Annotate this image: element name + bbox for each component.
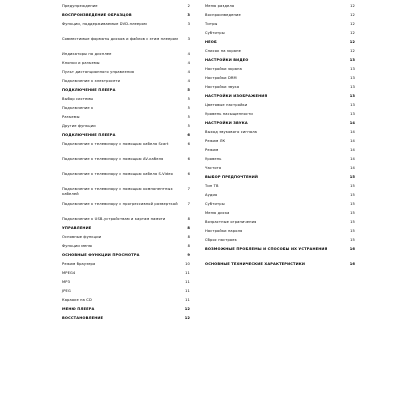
toc-entry-page-number: 9	[187, 253, 190, 257]
toc-entry	[205, 31, 355, 40]
toc-entry-page-number: 6	[187, 157, 190, 161]
toc-entry	[205, 130, 355, 139]
toc-entry-page-number: 12	[350, 22, 355, 26]
toc-entry	[62, 88, 190, 97]
toc-entry-page-number: 5	[187, 124, 190, 128]
toc-entry	[205, 40, 355, 49]
toc-entry-title: Кнопки и разъемы	[62, 61, 100, 65]
toc-entry	[205, 67, 355, 76]
toc-entry	[62, 61, 190, 70]
toc-entry-title: Пульт дистанционного управления	[62, 70, 135, 74]
toc-entry-title: НАСТРОЙКИ ЗВУКА	[205, 121, 248, 125]
toc-entry	[205, 4, 355, 13]
toc-entry-page-number: 14	[349, 121, 355, 125]
toc-entry	[205, 22, 355, 31]
toc-entry	[62, 22, 190, 37]
toc-entry	[205, 184, 355, 193]
toc-entry	[205, 262, 355, 277]
toc-entry	[205, 211, 355, 220]
toc-entry-page-number: 11	[185, 271, 190, 275]
toc-entry-page-number: 5	[187, 97, 190, 101]
toc-entry-title: Настройки экрана	[205, 67, 243, 71]
toc-entry	[62, 97, 190, 106]
toc-entry-title: ВОЗМОЖНЫЕ ПРОБЛЕМЫ И СПОСОБЫ ИХ УСТРАНЕНИЯ	[205, 247, 328, 251]
toc-entry	[205, 49, 355, 58]
toc-entry-title: MPEG4	[62, 271, 76, 275]
toc-entry-page-number: 15	[350, 229, 355, 233]
toc-entry-page-number: 8	[187, 244, 190, 248]
toc-entry-title: Другие функции	[62, 124, 96, 128]
toc-entry-title: ВОСПРОИЗВЕДЕНИЕ ОБРАЗЦОВ	[62, 13, 132, 17]
toc-entry-title: Подключение к электросети	[62, 79, 121, 83]
toc-entry	[205, 229, 355, 238]
toc-entry-page-number: 3	[187, 22, 190, 26]
toc-entry-page-number: 5	[187, 106, 190, 110]
toc-entry-page-number: 13	[349, 94, 355, 98]
toc-entry-title: Субтитры	[205, 202, 225, 206]
toc-entry	[62, 289, 190, 298]
toc-entry-page-number: 5	[187, 88, 190, 92]
toc-entry-title: Предупреждение	[62, 4, 98, 8]
toc-entry-title: MP3	[62, 280, 71, 284]
toc-entry-title: Основные функции	[62, 235, 102, 239]
toc-entry	[205, 238, 355, 247]
toc-entry-title: Подключение к телевизору с помощью кабеля S-Video	[62, 172, 173, 176]
toc-entry-page-number: 13	[350, 85, 355, 89]
toc-entry	[62, 124, 190, 133]
toc-entry	[62, 298, 190, 307]
toc-entry-title: Уровень	[205, 157, 222, 161]
toc-entry	[62, 133, 190, 142]
toc-entry-page-number: 13	[350, 76, 355, 80]
toc-entry-title: УПРАВЛЕНИЕ	[62, 226, 92, 230]
toc-entry-title: Настройки звука	[205, 85, 240, 89]
toc-entry-title: Список на экране	[205, 49, 241, 53]
toc-entry-title: Меню раздела	[205, 4, 235, 8]
toc-entry	[62, 70, 190, 79]
toc-entry	[62, 4, 190, 13]
toc-entry	[62, 271, 190, 280]
toc-entry-title: Совместимые форматы дисков и файлов с этим плеером	[62, 37, 178, 41]
toc-entry	[205, 112, 355, 121]
toc-entry	[205, 85, 355, 94]
toc-entry-title: Воспроизведение	[205, 13, 241, 17]
toc-entry-page-number: 7	[187, 202, 190, 206]
toc-entry-title: JPEG	[62, 289, 71, 293]
toc-entry	[62, 52, 190, 61]
toc-entry	[205, 247, 355, 262]
toc-entry-title: Подключение к телевизору с помощью AV-кабеля	[62, 157, 164, 161]
toc-entry	[62, 235, 190, 244]
toc-entry-page-number: 4	[187, 61, 190, 65]
toc-entry-title: Настройки пароля	[205, 229, 243, 233]
toc-entry-title: Выход звукового сигнала	[205, 130, 258, 134]
toc-entry-title: ПОДКЛЮЧЕНИЕ ПЛЕЕРА	[62, 88, 116, 92]
toc-entry-page-number: 14	[350, 148, 355, 152]
toc-entry	[62, 115, 190, 124]
toc-entry-title: Подключение к телевизору с помощью кабеля Scart	[62, 142, 169, 146]
toc-entry-page-number: 11	[185, 280, 190, 284]
toc-entry-page-number: 6	[187, 142, 190, 146]
toc-entry	[205, 58, 355, 67]
toc-entry-page-number: 15	[350, 238, 355, 242]
toc-entry	[62, 157, 190, 172]
toc-entry-page-number: 8	[187, 235, 190, 239]
toc-entry-page-number: 15	[350, 211, 355, 215]
toc-entry-page-number: 14	[350, 157, 355, 161]
toc-entry-page-number: 11	[185, 298, 190, 302]
toc-entry-title: Субтитры	[205, 31, 225, 35]
toc-entry-title: МЕНЮ ПЛЕЕРА	[62, 307, 95, 311]
toc-entry-title: ОСНОВНЫЕ ТЕХНИЧЕСКИЕ ХАРАКТЕРИСТИКИ	[205, 262, 306, 266]
toc-entry-page-number: 6	[187, 133, 190, 137]
toc-entry-page-number: 5	[187, 115, 190, 119]
toc-entry-page-number: 13	[349, 58, 355, 62]
toc-entry-page-number: 7	[187, 187, 190, 191]
toc-entry	[62, 253, 190, 262]
toc-entry	[205, 193, 355, 202]
toc-entry-title: Цветовые настройки	[205, 103, 248, 107]
toc-entry-title: Функции меню	[62, 244, 93, 248]
toc-entry-page-number: 8	[187, 217, 190, 221]
toc-entry	[62, 307, 190, 316]
toc-entry	[205, 166, 355, 175]
toc-entry-title: ОСНОВНЫЕ ФУНКЦИИ ПРОСМОТРА	[62, 253, 140, 257]
toc-entry-page-number: 12	[184, 316, 190, 320]
toc-entry	[205, 175, 355, 184]
toc-entry-title: Возрастные ограничения	[205, 220, 257, 224]
toc-entry-page-number: 4	[187, 70, 190, 74]
toc-entry-title: Меню диска	[205, 211, 230, 215]
toc-entry	[62, 13, 190, 22]
toc-entry-page-number: 12	[350, 13, 355, 17]
toc-entry-page-number: 12	[350, 49, 355, 53]
toc-entry-page-number: 12	[184, 307, 190, 311]
toc-entry-page-number: 3	[187, 37, 190, 41]
toc-entry	[62, 262, 190, 271]
toc-entry	[205, 103, 355, 112]
toc-entry-page-number: 15	[350, 220, 355, 224]
toc-entry	[62, 244, 190, 253]
toc-entry-page-number: 6	[187, 172, 190, 176]
toc-entry-title: ВЫБОР ПРЕДПОЧТЕНИЙ	[205, 175, 259, 179]
toc-entry-page-number: 15	[350, 193, 355, 197]
toc-entry-page-number: 4	[187, 52, 190, 56]
toc-entry-page-number: 8	[187, 226, 190, 230]
toc-entry-page-number: 11	[185, 289, 190, 293]
toc-entry-page-number: 16	[349, 262, 355, 266]
toc-entry-page-number: 13	[350, 103, 355, 107]
toc-entry-page-number: 15	[350, 202, 355, 206]
toc-entry	[62, 226, 190, 235]
toc-entry	[205, 157, 355, 166]
toc-entry-title: Сброс настроек	[205, 238, 237, 242]
toc-entry	[62, 316, 190, 325]
toc-entry	[62, 187, 190, 202]
toc-entry-title: Выбор системы	[62, 97, 94, 101]
toc-entry-title: Титры	[205, 22, 218, 26]
toc-entry	[205, 94, 355, 103]
toc-entry-title: Подключение к телевизору с помощью компонентных кабелей	[62, 187, 173, 196]
toc-entry-title: Настройки DRM	[205, 76, 237, 80]
toc-entry-page-number: 13	[350, 112, 355, 116]
toc-entry	[205, 202, 355, 211]
toc-entry-page-number: 12	[350, 31, 355, 35]
toc-entry-page-number: 14	[350, 139, 355, 143]
toc-entry	[205, 13, 355, 22]
toc-entry	[62, 106, 190, 115]
toc-entry-page-number: 12	[349, 40, 355, 44]
toc-entry-title: Частота	[205, 166, 222, 170]
toc-entry-title: Функции, поддерживаемые DVD-плеером	[62, 22, 147, 26]
toc-entry-title: Тип ТВ	[205, 184, 219, 188]
toc-entry	[205, 76, 355, 85]
toc-entry-page-number: 14	[350, 166, 355, 170]
toc-entry-page-number: 12	[350, 4, 355, 8]
toc-entry	[62, 202, 190, 217]
toc-entry-title: Режим ЛК	[205, 139, 226, 143]
toc-entry	[62, 37, 190, 52]
toc-entry-page-number: 13	[350, 67, 355, 71]
toc-entry-page-number: 15	[349, 175, 355, 179]
toc-entry	[62, 79, 190, 88]
toc-entry-title: НЕОБ	[205, 40, 217, 44]
toc-entry-page-number: 15	[350, 184, 355, 188]
toc-entry-page-number: 4	[187, 79, 190, 83]
toc-entry	[62, 142, 190, 157]
toc-left-column	[62, 4, 190, 325]
toc-entry-title: Разъемы	[62, 115, 80, 119]
toc-entry-title: НАСТРОЙКИ ВИДЕО	[205, 58, 249, 62]
toc-entry	[62, 172, 190, 187]
toc-entry-page-number: 14	[350, 130, 355, 134]
toc-right-column	[205, 4, 355, 277]
toc-entry-page-number: 10	[185, 262, 190, 266]
toc-entry	[62, 280, 190, 289]
toc-entry-title: Аудио	[205, 193, 218, 197]
toc-entry-title: НАСТРОЙКИ ИЗОБРАЖЕНИЯ	[205, 94, 268, 98]
toc-entry	[62, 217, 190, 226]
toc-entry-title: Уровень насыщенности	[205, 112, 253, 116]
toc-entry-page-number: 2	[187, 4, 190, 8]
toc-entry-page-number: 16	[349, 247, 355, 251]
toc-entry-page-number: 3	[187, 13, 190, 17]
toc-entry-title: Подключение к USB-устройствам и картам памяти	[62, 217, 166, 221]
toc-entry	[205, 148, 355, 157]
toc-entry-title: Индикаторы на дисплее	[62, 52, 112, 56]
toc-entry-title: ПОДКЛЮЧЕНИЕ ПЛЕЕРА	[62, 133, 116, 137]
toc-entry-title: Режим браузера	[62, 262, 96, 266]
toc-entry-title: Караоке на CD	[62, 298, 92, 302]
toc-entry	[205, 139, 355, 148]
toc-entry	[205, 220, 355, 229]
toc-entry	[205, 121, 355, 130]
toc-entry-title: Подключение к телевизору с прогрессивной разверткой	[62, 202, 178, 206]
toc-entry-title: Подключение к	[62, 106, 94, 110]
toc-entry-title: Режим	[205, 148, 219, 152]
toc-entry-title: ВОССТАНОВЛЕНИЕ	[62, 316, 104, 320]
